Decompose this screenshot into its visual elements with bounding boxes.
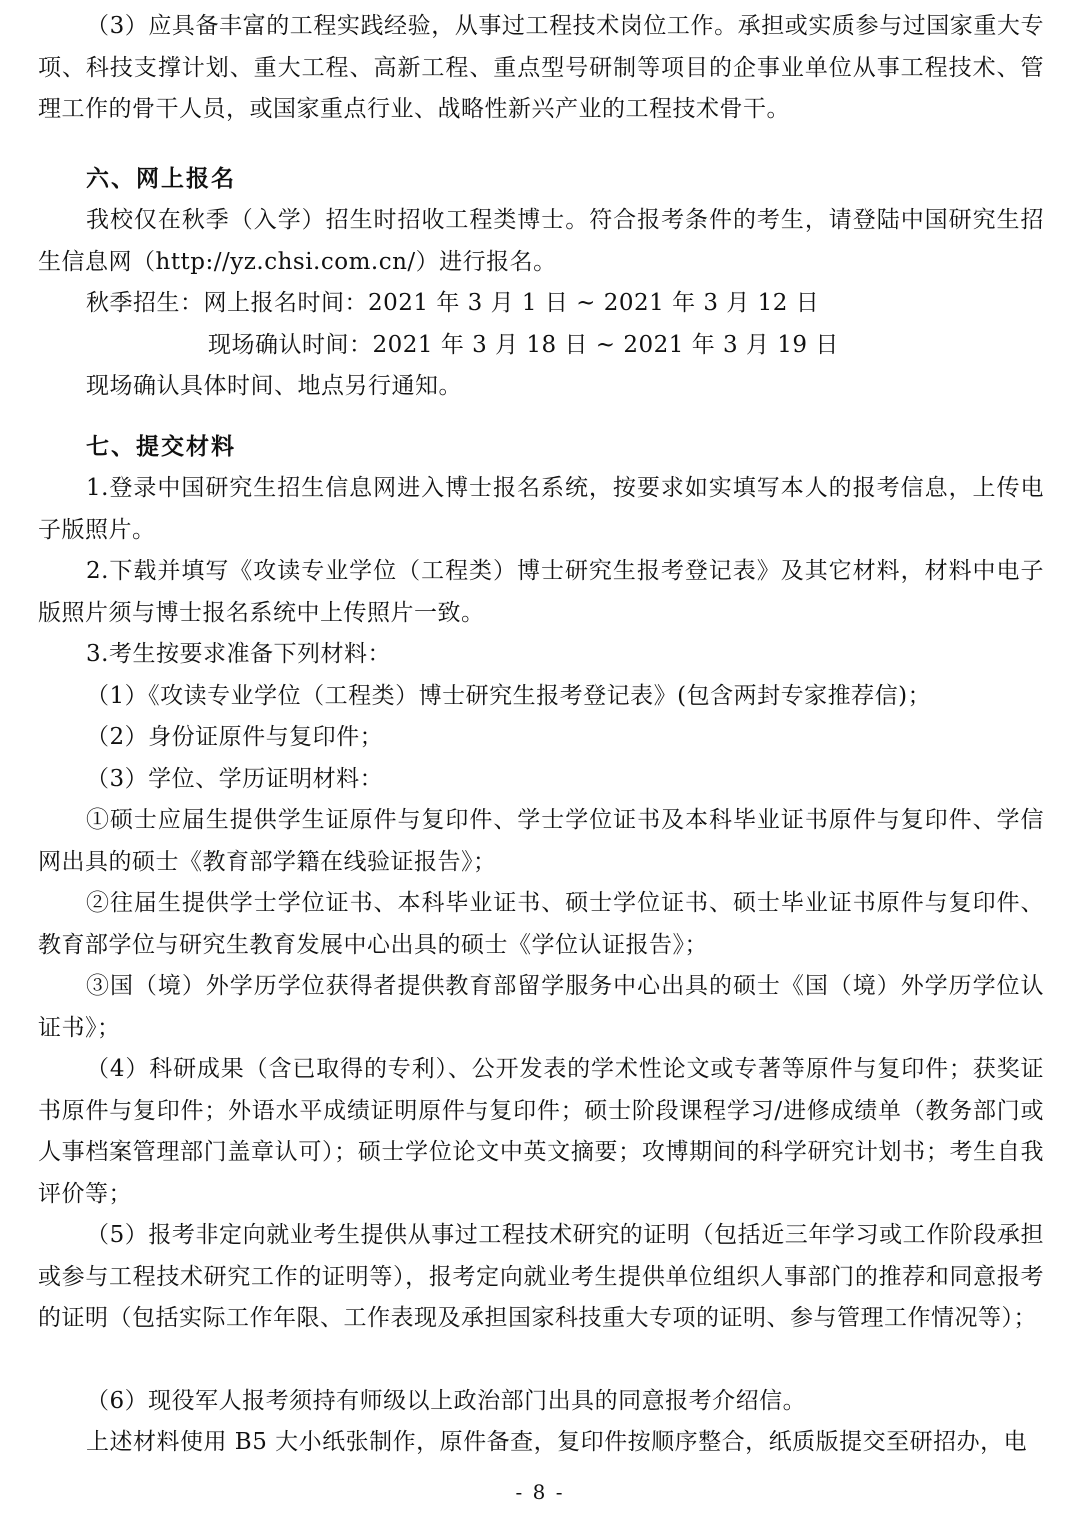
paragraph-materials-3-5: （5）报考非定向就业考生提供从事过工程技术研究的证明（包括近三年学习或工作阶段承担或参与工程技术研究工作的证明等），报考定向就业考生提供单位组织人事部门的推荐和同意报考的证明（包括实际工作年限、工作表现及承担国家科技重大专项的证明、参与管理工作情况等）；	[38, 1222, 1044, 1332]
paragraph-materials-4: 上述材料使用 B5 大小纸张制作，原件备查，复印件按顺序整合，纸质版提交至研招办，电	[86, 1429, 1028, 1455]
page-number: - 8 -	[515, 1480, 565, 1504]
paragraph-materials-1: 1.登录中国研究生招生信息网进入博士报名系统，按要求如实填写本人的报考信息，上传电子版照片。	[38, 475, 1044, 543]
paragraph-materials-3-6: （6）现役军人报考须持有师级以上政治部门出具的同意报考介绍信。	[86, 1388, 807, 1414]
paragraph-materials-3-3-c: ③国（境）外学历学位获得者提供教育部留学服务中心出具的硕士《国（境）外学历学位认证书》；	[38, 973, 1044, 1041]
paragraph-online-registration-time: 秋季招生：网上报名时间：2021 年 3 月 1 日 ~ 2021 年 3 月 12 日	[86, 290, 820, 316]
paragraph-materials-3-3-a: ①硕士应届生提供学生证原件与复印件、学士学位证书及本科毕业证书原件与复印件、学信网出具的硕士《教育部学籍在线验证报告》；	[38, 807, 1044, 875]
section-heading-submit-materials: 七、提交材料	[86, 434, 236, 460]
paragraph-materials-3-1: （1）《攻读专业学位（工程类）博士研究生报考登记表》(包含两封专家推荐信)；	[86, 683, 932, 709]
paragraph-materials-3-2: （2）身份证原件与复印件；	[86, 724, 384, 750]
paragraph-materials-3-3-b: ②往届生提供学士学位证书、本科毕业证书、硕士学位证书、硕士毕业证书原件与复印件、教育部学位与研究生教育发展中心出具的硕士《学位认证报告》；	[38, 890, 1044, 958]
paragraph-materials-3-3: （3）学位、学历证明材料：	[86, 766, 384, 792]
section-heading-online-registration: 六、网上报名	[86, 166, 236, 192]
paragraph-materials-3: 3.考生按要求准备下列材料：	[86, 641, 391, 667]
paragraph-registration-info: 我校仅在秋季（入学）招生时招收工程类博士。符合报考条件的考生，请登陆中国研究生招生信息网（http://yz.chsi.com.cn/）进行报名。	[38, 207, 1044, 275]
paragraph-materials-3-4: （4）科研成果（含已取得的专利）、公开发表的学术性论文或专著等原件与复印件；获奖证书原件与复印件；外语水平成绩证明原件与复印件；硕士阶段课程学习/进修成绩单（教务部门或人事档案管理部门盖章认可）；硕士学位论文中英文摘要；攻博期间的科学研究计划书；考生自我评价等；	[38, 1056, 1044, 1207]
paragraph-onsite-confirmation-time: 现场确认时间：2021 年 3 月 18 日 ~ 2021 年 3 月 19 日	[208, 332, 839, 358]
paragraph-materials-2: 2.下载并填写《攻读专业学位（工程类）博士研究生报考登记表》及其它材料，材料中电子版照片须与博士报名系统中上传照片一致。	[38, 558, 1044, 626]
paragraph-onsite-notice: 现场确认具体时间、地点另行通知。	[86, 373, 462, 399]
paragraph-requirement-3: （3）应具备丰富的工程实践经验，从事过工程技术岗位工作。承担或实质参与过国家重大专项、科技支撑计划、重大工程、高新工程、重点型号研制等项目的企事业单位从事工程技术、管理工作的骨干人员，或国家重点行业、战略性新兴产业的工程技术骨干。	[38, 13, 1044, 123]
